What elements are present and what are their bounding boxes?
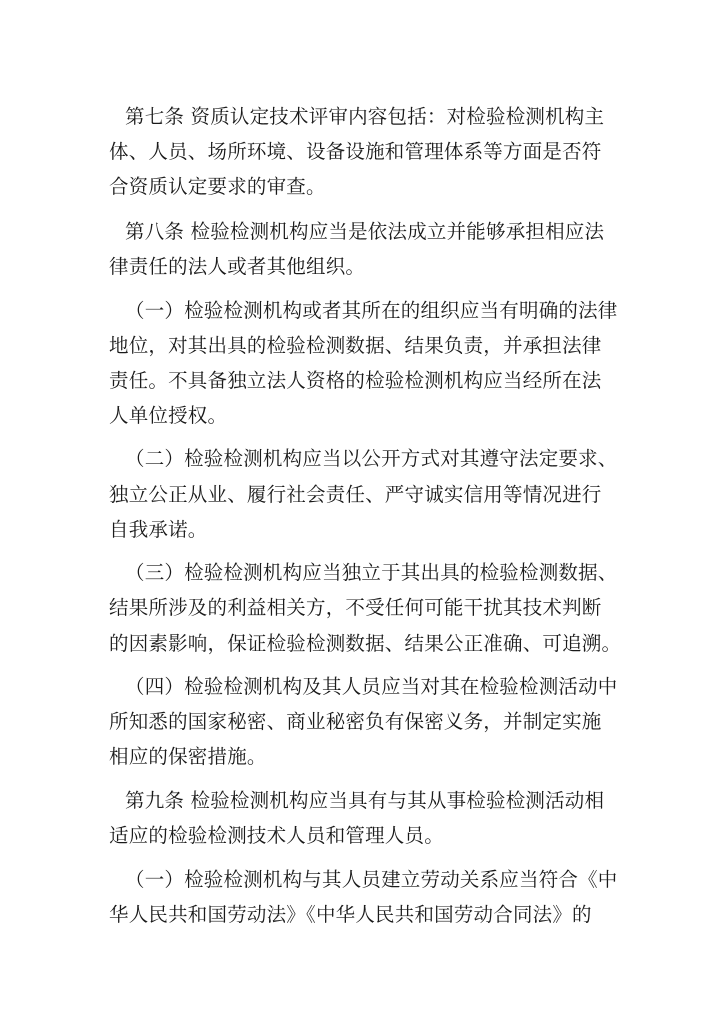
text-line: 第八条 检验检测机构应当是依法成立并能够承担相应法 (125, 220, 605, 243)
text-line: 人单位授权。 (109, 404, 228, 427)
text-line: 体、人员、场所环境、设备设施和管理体系等方面是否符 (109, 140, 602, 163)
text-line: （四）检验检测机构及其人员应当对其在检验检测活动中 (125, 675, 618, 698)
text-line: 第七条 资质认定技术评审内容包括：对检验检测机构主 (125, 105, 605, 128)
text-line: 结果所涉及的利益相关方，不受任何可能干扰其技术判断 (109, 596, 602, 619)
text-line: 相应的保密措施。 (109, 745, 267, 768)
text-line: 第九条 检验检测机构应当具有与其从事检验检测活动相 (125, 789, 605, 812)
text-line: 适应的检验检测技术人员和管理人员。 (109, 824, 444, 847)
text-line: （二）检验检测机构应当以公开方式对其遵守法定要求、 (125, 447, 618, 470)
text-line: 自我承诺。 (109, 518, 208, 541)
text-line: 独立公正从业、履行社会责任、严守诚实信用等情况进行 (109, 483, 602, 506)
text-line: 律责任的法人或者其他组织。 (109, 255, 366, 278)
text-line: 合资质认定要求的审查。 (109, 175, 326, 198)
text-line: （一）检验检测机构与其人员建立劳动关系应当符合《中 (125, 868, 618, 891)
text-line: 责任。不具备独立法人资格的检验检测机构应当经所在法 (109, 369, 602, 392)
text-line: 地位，对其出具的检验检测数据、结果负责，并承担法律 (109, 334, 602, 357)
text-line: 所知悉的国家秘密、商业秘密负有保密义务，并制定实施 (109, 710, 602, 733)
text-line: （一）检验检测机构或者其所在的组织应当有明确的法律 (125, 299, 618, 322)
text-line: （三）检验检测机构应当独立于其出具的检验检测数据、 (125, 561, 618, 584)
text-line: 的因素影响，保证检验检测数据、结果公正准确、可追溯。 (109, 632, 622, 655)
text-line: 华人民共和国劳动法》《中华人民共和国劳动合同法》的 (109, 903, 592, 926)
